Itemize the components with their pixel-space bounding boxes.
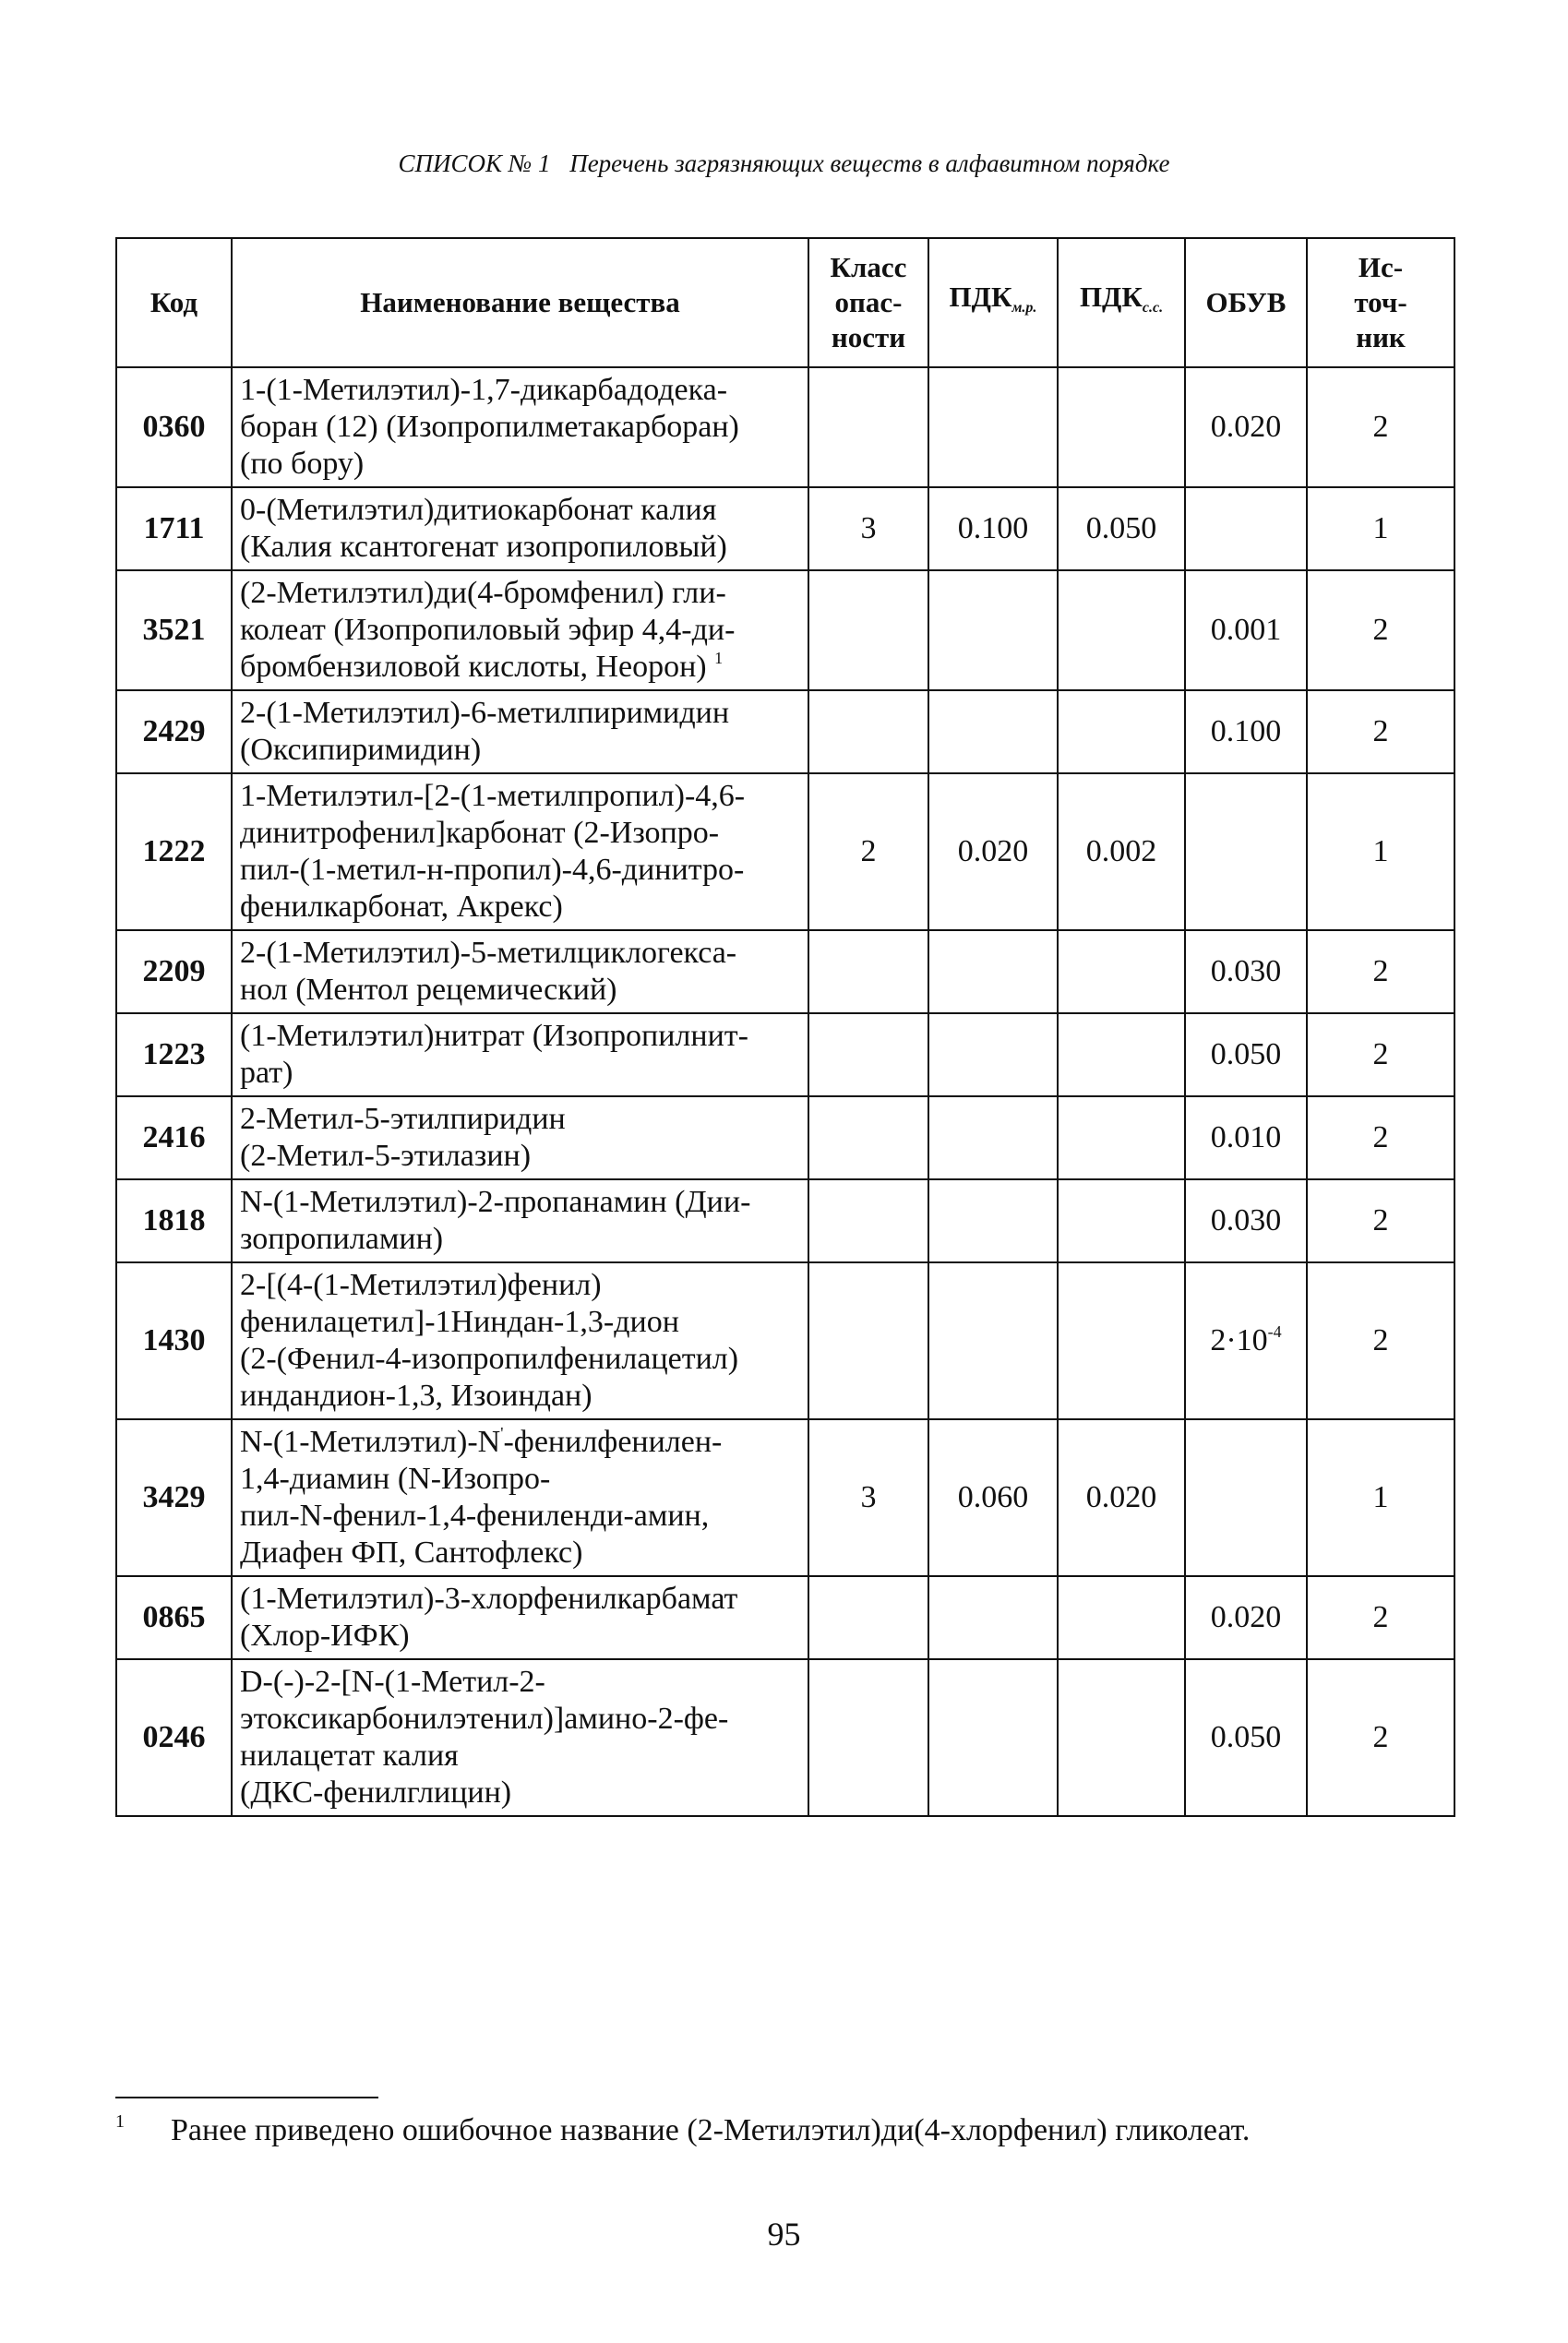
cell-name <box>232 1096 808 1179</box>
cell-pdk-ss <box>1058 1262 1185 1419</box>
name-line: Диафен ФП, Сантофлекс) <box>240 1536 583 1570</box>
name-line: (2-Метилэтил)ди(4-бромфенил) гли- <box>240 576 726 610</box>
cell-name <box>232 930 808 1013</box>
cell-class <box>808 570 928 690</box>
table-row <box>116 1659 1454 1816</box>
name-line: 1,4-диамин (N-Изопро- <box>240 1462 551 1496</box>
cell-class <box>808 367 928 487</box>
footnote <box>115 2111 1454 2148</box>
cell-name <box>232 1659 808 1816</box>
table-row <box>116 930 1454 1013</box>
cell-class <box>808 1576 928 1659</box>
cell-source: 1 <box>1307 1419 1454 1576</box>
footnote-divider <box>115 2097 378 2098</box>
col-pdk-ss-sub: с.с. <box>1142 300 1164 316</box>
name-line: этоксикарбонилэтенил)]амино-2-фе- <box>240 1702 729 1736</box>
cell-class <box>808 1179 928 1262</box>
cell-source: 1 <box>1307 487 1454 570</box>
cell-pdk-ss <box>1058 1096 1185 1179</box>
name-line: (ДКС-фенилглицин) <box>240 1775 512 1810</box>
col-pdk-mr-sub: м.р. <box>1011 300 1037 316</box>
col-obuv: ОБУВ <box>1185 238 1307 367</box>
cell-class: 3 <box>808 1419 928 1576</box>
cell-pdk-ss <box>1058 1659 1185 1816</box>
name-line-text: N-(1-Метилэтил)-N <box>240 1425 501 1459</box>
cell-obuv: 0.001 <box>1185 570 1307 690</box>
footnote-text: Ранее приведено ошибочное название (2-Метилэтил)ди(4-хлорфенил) гликолеат. <box>171 2113 1251 2147</box>
cell-code: 1711 <box>116 487 232 570</box>
cell-source: 1 <box>1307 773 1454 930</box>
name-line: индандион-1,3, Изоиндан) <box>240 1379 592 1413</box>
cell-class <box>808 1013 928 1096</box>
cell-class <box>808 1262 928 1419</box>
name-line: (2-Метил-5-этилазин) <box>240 1139 532 1173</box>
table-row <box>116 1013 1454 1096</box>
name-line: динитрофенил]карбонат (2-Изопро- <box>240 816 720 850</box>
cell-class: 2 <box>808 773 928 930</box>
cell-class: 3 <box>808 487 928 570</box>
prime-mark: ' <box>500 1424 504 1442</box>
obuv-exponent: -4 <box>1267 1322 1282 1341</box>
name-line: N-(1-Метилэтил)-2-пропанамин (Дии- <box>240 1185 751 1219</box>
name-line: зопропиламин) <box>240 1222 444 1256</box>
name-line: 0-(Метилэтил)дитиокарбонат калия <box>240 493 717 527</box>
cell-source: 2 <box>1307 930 1454 1013</box>
col-class <box>808 238 928 367</box>
name-line: (1-Метилэтил)нитрат (Изопропилнит- <box>240 1019 748 1053</box>
cell-pdk-mr <box>928 1576 1058 1659</box>
cell-source: 2 <box>1307 690 1454 773</box>
name-line: 2-Метил-5-этилпиридин <box>240 1102 566 1136</box>
cell-obuv <box>1185 773 1307 930</box>
table-row <box>116 367 1454 487</box>
name-line: 1-Метилэтил-[2-(1-метилпропил)-4,6- <box>240 779 746 813</box>
table-row <box>116 487 1454 570</box>
name-line: 2-[(4-(1-Метилэтил)фенил) <box>240 1268 602 1302</box>
col-pdk-ss-label: ПДК <box>1079 281 1143 313</box>
cell-obuv <box>1185 487 1307 570</box>
name-line: нол (Ментол рецемический) <box>240 973 617 1007</box>
cell-name <box>232 487 808 570</box>
cell-source: 2 <box>1307 1096 1454 1179</box>
cell-obuv: 0.030 <box>1185 930 1307 1013</box>
cell-pdk-mr: 0.020 <box>928 773 1058 930</box>
cell-name <box>232 1576 808 1659</box>
cell-name <box>232 1419 808 1576</box>
list-subtitle: Перечень загрязняющих веществ в алфавитном порядке <box>569 149 1170 177</box>
cell-pdk-mr <box>928 1096 1058 1179</box>
col-pdk-ss <box>1058 238 1185 367</box>
cell-code: 1430 <box>116 1262 232 1419</box>
cell-source: 2 <box>1307 570 1454 690</box>
cell-pdk-mr <box>928 1013 1058 1096</box>
name-line: боран (12) (Изопропилметакарборан) <box>240 410 739 444</box>
cell-pdk-ss <box>1058 1179 1185 1262</box>
cell-pdk-ss <box>1058 367 1185 487</box>
footnote-mark: 1 <box>115 2111 125 2132</box>
cell-obuv: 0.050 <box>1185 1659 1307 1816</box>
cell-code: 1818 <box>116 1179 232 1262</box>
name-line: D-(-)-2-[N-(1-Метил-2- <box>240 1665 545 1699</box>
cell-pdk-mr <box>928 930 1058 1013</box>
cell-pdk-ss <box>1058 930 1185 1013</box>
name-line: 1-(1-Метилэтил)-1,7-дикарбадодека- <box>240 373 728 407</box>
cell-pdk-mr <box>928 570 1058 690</box>
col-pdk-mr-label: ПДК <box>949 281 1012 313</box>
cell-class <box>808 1659 928 1816</box>
table-row <box>116 690 1454 773</box>
footnote-ref: 1 <box>714 649 724 667</box>
cell-obuv <box>1185 1419 1307 1576</box>
cell-code: 0246 <box>116 1659 232 1816</box>
cell-pdk-mr <box>928 690 1058 773</box>
cell-code: 3521 <box>116 570 232 690</box>
cell-source: 2 <box>1307 1262 1454 1419</box>
cell-name <box>232 1262 808 1419</box>
cell-pdk-ss: 0.020 <box>1058 1419 1185 1576</box>
name-line: колеат (Изопропиловый эфир 4,4-ди- <box>240 613 736 647</box>
cell-code: 0360 <box>116 367 232 487</box>
col-source-line: ник <box>1356 321 1406 353</box>
col-class-line: Класс <box>830 251 907 283</box>
name-line: пил-N-фенил-1,4-фениленди-амин, <box>240 1499 710 1533</box>
name-line: пил-(1-метил-н-пропил)-4,6-динитро- <box>240 853 745 887</box>
name-line: (1-Метилэтил)-3-хлорфенилкарбамат <box>240 1582 738 1616</box>
cell-pdk-ss <box>1058 1576 1185 1659</box>
name-line <box>240 649 800 686</box>
name-line: (по бору) <box>240 447 365 481</box>
cell-pdk-ss: 0.050 <box>1058 487 1185 570</box>
cell-pdk-ss: 0.002 <box>1058 773 1185 930</box>
name-line <box>240 1424 800 1461</box>
cell-name <box>232 690 808 773</box>
name-line: фенилкарбонат, Акрекс) <box>240 890 563 924</box>
cell-obuv: 0.020 <box>1185 367 1307 487</box>
col-source <box>1307 238 1454 367</box>
col-source-line: точ- <box>1354 286 1407 318</box>
list-title: СПИСОК № 1 <box>398 149 551 177</box>
col-name: Наименование вещества <box>232 238 808 367</box>
cell-class <box>808 690 928 773</box>
col-class-line: опас- <box>834 286 903 318</box>
cell-pdk-mr <box>928 367 1058 487</box>
table-row <box>116 1576 1454 1659</box>
obuv-base: 2·10 <box>1210 1323 1268 1357</box>
table-row <box>116 1262 1454 1419</box>
cell-name <box>232 367 808 487</box>
name-line: рат) <box>240 1056 293 1090</box>
cell-source: 2 <box>1307 1576 1454 1659</box>
cell-name <box>232 1179 808 1262</box>
table-row <box>116 1096 1454 1179</box>
name-line: (Хлор-ИФК) <box>240 1619 410 1653</box>
cell-code: 0865 <box>116 1576 232 1659</box>
substances-table <box>115 237 1455 1817</box>
cell-source: 2 <box>1307 1659 1454 1816</box>
col-source-line: Ис- <box>1358 251 1404 283</box>
header-row <box>116 238 1454 367</box>
col-code: Код <box>116 238 232 367</box>
page-number: 95 <box>767 2216 801 2253</box>
table-row <box>116 570 1454 690</box>
cell-code: 1223 <box>116 1013 232 1096</box>
cell-pdk-mr: 0.060 <box>928 1419 1058 1576</box>
cell-obuv: 0.100 <box>1185 690 1307 773</box>
table-row <box>116 1419 1454 1576</box>
name-line: (2-(Фенил-4-изопропилфенилацетил) <box>240 1342 739 1376</box>
cell-name <box>232 1013 808 1096</box>
name-line: фенилацетил]-1Ниндан-1,3-дион <box>240 1305 679 1339</box>
name-line: (Калия ксантогенат изопропиловый) <box>240 530 727 564</box>
cell-pdk-mr <box>928 1262 1058 1419</box>
cell-obuv: 0.010 <box>1185 1096 1307 1179</box>
cell-obuv: 0.050 <box>1185 1013 1307 1096</box>
cell-obuv: 0.030 <box>1185 1179 1307 1262</box>
name-line: 2-(1-Метилэтил)-6-метилпиримидин <box>240 696 730 730</box>
cell-class <box>808 1096 928 1179</box>
cell-pdk-mr <box>928 1179 1058 1262</box>
cell-code: 3429 <box>116 1419 232 1576</box>
cell-source: 2 <box>1307 1013 1454 1096</box>
cell-source: 2 <box>1307 1179 1454 1262</box>
name-line-text: -фенилфенилен- <box>503 1425 723 1459</box>
cell-obuv <box>1185 1262 1307 1419</box>
page-header <box>0 149 1568 178</box>
col-class-line: ности <box>831 321 906 353</box>
name-line: 2-(1-Метилэтил)-5-метилциклогекса- <box>240 936 737 970</box>
cell-code: 1222 <box>116 773 232 930</box>
cell-pdk-ss <box>1058 1013 1185 1096</box>
cell-code: 2209 <box>116 930 232 1013</box>
cell-pdk-ss <box>1058 570 1185 690</box>
name-line: (Оксипиримидин) <box>240 733 482 767</box>
col-pdk-mr <box>928 238 1058 367</box>
cell-source: 2 <box>1307 367 1454 487</box>
table-row <box>116 1179 1454 1262</box>
cell-name <box>232 773 808 930</box>
name-line: нилацетат калия <box>240 1739 459 1773</box>
table-row <box>116 773 1454 930</box>
cell-pdk-ss <box>1058 690 1185 773</box>
cell-pdk-mr: 0.100 <box>928 487 1058 570</box>
cell-class <box>808 930 928 1013</box>
name-line-text: бромбензиловой кислоты, Неорон) <box>240 650 707 684</box>
cell-code: 2429 <box>116 690 232 773</box>
cell-name <box>232 570 808 690</box>
cell-pdk-mr <box>928 1659 1058 1816</box>
cell-code: 2416 <box>116 1096 232 1179</box>
cell-obuv: 0.020 <box>1185 1576 1307 1659</box>
